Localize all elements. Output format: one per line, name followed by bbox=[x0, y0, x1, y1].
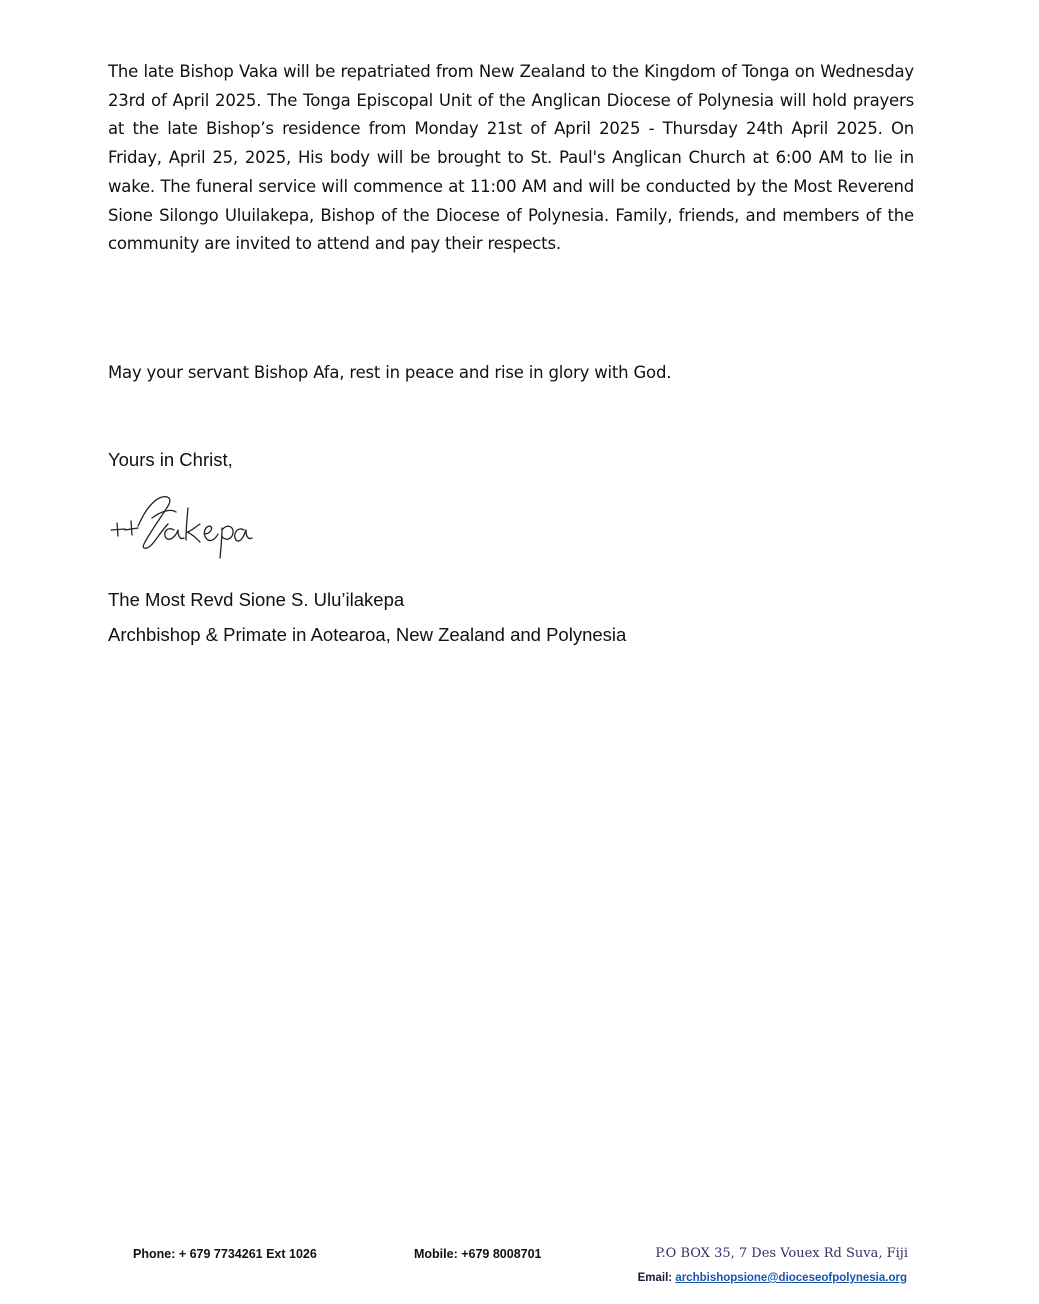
footer-phone: Phone: + 679 7734261 Ext 1026 bbox=[133, 1247, 317, 1261]
handwritten-signature bbox=[108, 488, 253, 560]
signer-title: Archbishop & Primate in Aotearoa, New Zealand and Polynesia bbox=[108, 624, 627, 645]
footer-email-row bbox=[638, 1272, 907, 1284]
footer-mobile: Mobile: +679 8008701 bbox=[414, 1247, 542, 1261]
letter-blessing: May your servant Bishop Afa, rest in peace and rise in glory with God. bbox=[108, 363, 672, 382]
footer-address: P.O BOX 35, 7 Des Vouex Rd Suva, Fiji bbox=[655, 1246, 908, 1261]
letter-closing: Yours in Christ, bbox=[108, 449, 233, 470]
footer-email-link[interactable]: archbishopsione@dioceseofpolynesia.org bbox=[675, 1272, 907, 1284]
footer-email-label: Email: bbox=[637, 1272, 676, 1284]
signer-name: The Most Revd Sione S. Ulu’ilakepa bbox=[108, 589, 405, 610]
letter-body-paragraph: The late Bishop Vaka will be repatriated from New Zealand to the Kingdom of Tonga on Wednesday 23rd of April 2025. The Tonga Episcopal Unit of the Anglican Diocese of Polynesia will hold prayers at the late Bishop’s residence from Monday 21st of April 2025 - Thursday 24th April 2025. On Friday, April 25, 2025, His body will be brought to St. Paul's Anglican Church at 6:00 AM to lie in wake. The funeral service will commence at 11:00 AM and will be conducted by the Most Reverend Sione Silongo Uluilakepa, Bishop of the Diocese of Polynesia. Family, friends, and members of the community are invited to attend and pay their respects. bbox=[108, 62, 914, 254]
